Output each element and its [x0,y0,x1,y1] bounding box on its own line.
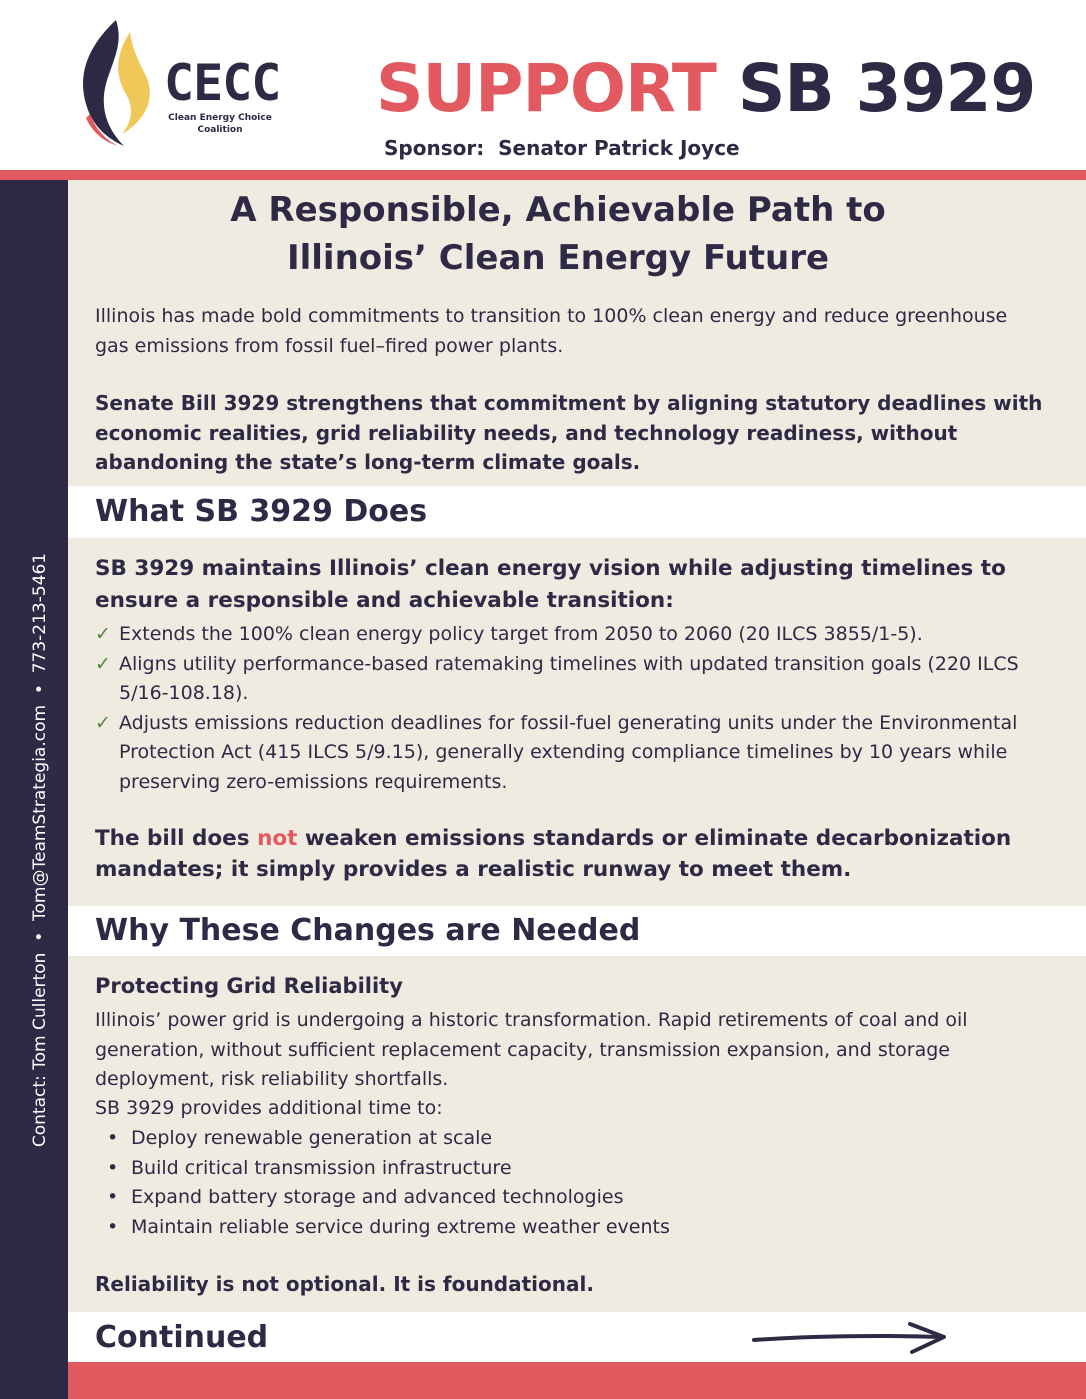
logo-subtitle-line2: Coalition [197,125,243,135]
intro-paragraph: Illinois has made bold commitments to transition to 100% clean energy and reduce greenhouse gas emissions from fossil fuel–fired power plants. [95,305,1008,357]
bullet-icon: • [107,1186,119,1208]
flame-logo-icon [76,18,166,146]
why-bullets [95,1124,995,1242]
sponsor-line: Sponsor: Senator Patrick Joyce [384,136,740,160]
check-icon: ✓ [95,652,111,675]
list-item: ✓ Aligns utility performance-based ratemaking timelines with updated transition goals (220 ILCS 5/16-108.18). [95,650,1045,709]
page-title [376,52,1035,126]
arrow-right-icon [750,1318,950,1358]
logo-name: CECC [164,54,281,112]
intro-bold-paragraph: Senate Bill 3929 strengthens that commitment by aligning statutory deadlines with economic realities, grid reliability needs, and technology readiness, without abandoning the state’s long-term climate goals. [95,391,1043,474]
list-item: • Deploy renewable generation at scale [95,1124,995,1154]
header [0,0,1086,170]
does-lead: SB 3929 maintains Illinois’ clean energy vision while adjusting timelines to ensure a responsible and achievable transition: [95,556,1006,613]
check-icon: ✓ [95,711,111,734]
does-closing: The bill does not weaken emissions standards or eliminate decarbonization mandates; it simply provides a realistic runway to meet them. [95,826,1012,882]
why-provides: SB 3929 provides additional time to: [95,1097,443,1119]
bullet-icon: • [107,1156,119,1179]
main-heading-line2: Illinois’ Clean Energy Future [286,238,830,278]
why-paragraph: Illinois’ power grid is undergoing a historic transformation. Rapid retirements of coal and oil generation, without sufficient replacement capacity, transmission expansion, and storage deployment, risk reliability shortfalls. [95,1009,968,1090]
contact-info: Contact: Tom Cullerton • Tom@TeamStrategia.com • 773-213-5461 [30,552,50,1148]
why-heading: Why These Changes are Needed [95,913,641,948]
footer-bar [68,1362,1086,1399]
list-item: • Build critical transmission infrastructure [95,1154,995,1184]
title-bill: SB 3929 [737,50,1036,127]
main-heading [68,186,1048,282]
bullet-icon: • [107,1127,119,1149]
logo-subtitle-line1: Clean Energy Choice [168,113,272,123]
main-heading-line1: A Responsible, Achievable Path to [230,190,886,230]
contact-sidebar [0,180,68,1399]
logo-subtitle [168,112,272,136]
check-icon: ✓ [95,623,111,645]
header-divider [0,170,1086,180]
list-item: • Expand battery storage and advanced technologies [95,1183,995,1213]
continued-label: Continued [95,1320,269,1355]
list-item: • Maintain reliable service during extreme weather events [95,1213,995,1243]
does-heading: What SB 3929 Does [95,494,428,529]
title-support: SUPPORT [376,50,716,127]
list-item: ✓ Extends the 100% clean energy policy target from 2050 to 2060 (20 ILCS 3855/1-5). [95,620,1045,650]
why-closing: Reliability is not optional. It is foundational. [95,1272,594,1296]
does-list [95,620,1045,797]
list-item: ✓ Adjusts emissions reduction deadlines for fossil-fuel generating units under the Environmental Protection Act (415 ILCS 5/9.15), generally extending compliance timelines by 10 years while preserving zero-emissions requirements. [95,709,1045,798]
bullet-icon: • [107,1215,119,1238]
why-subheading: Protecting Grid Reliability [95,974,403,998]
emphasis-not: not [257,826,298,851]
